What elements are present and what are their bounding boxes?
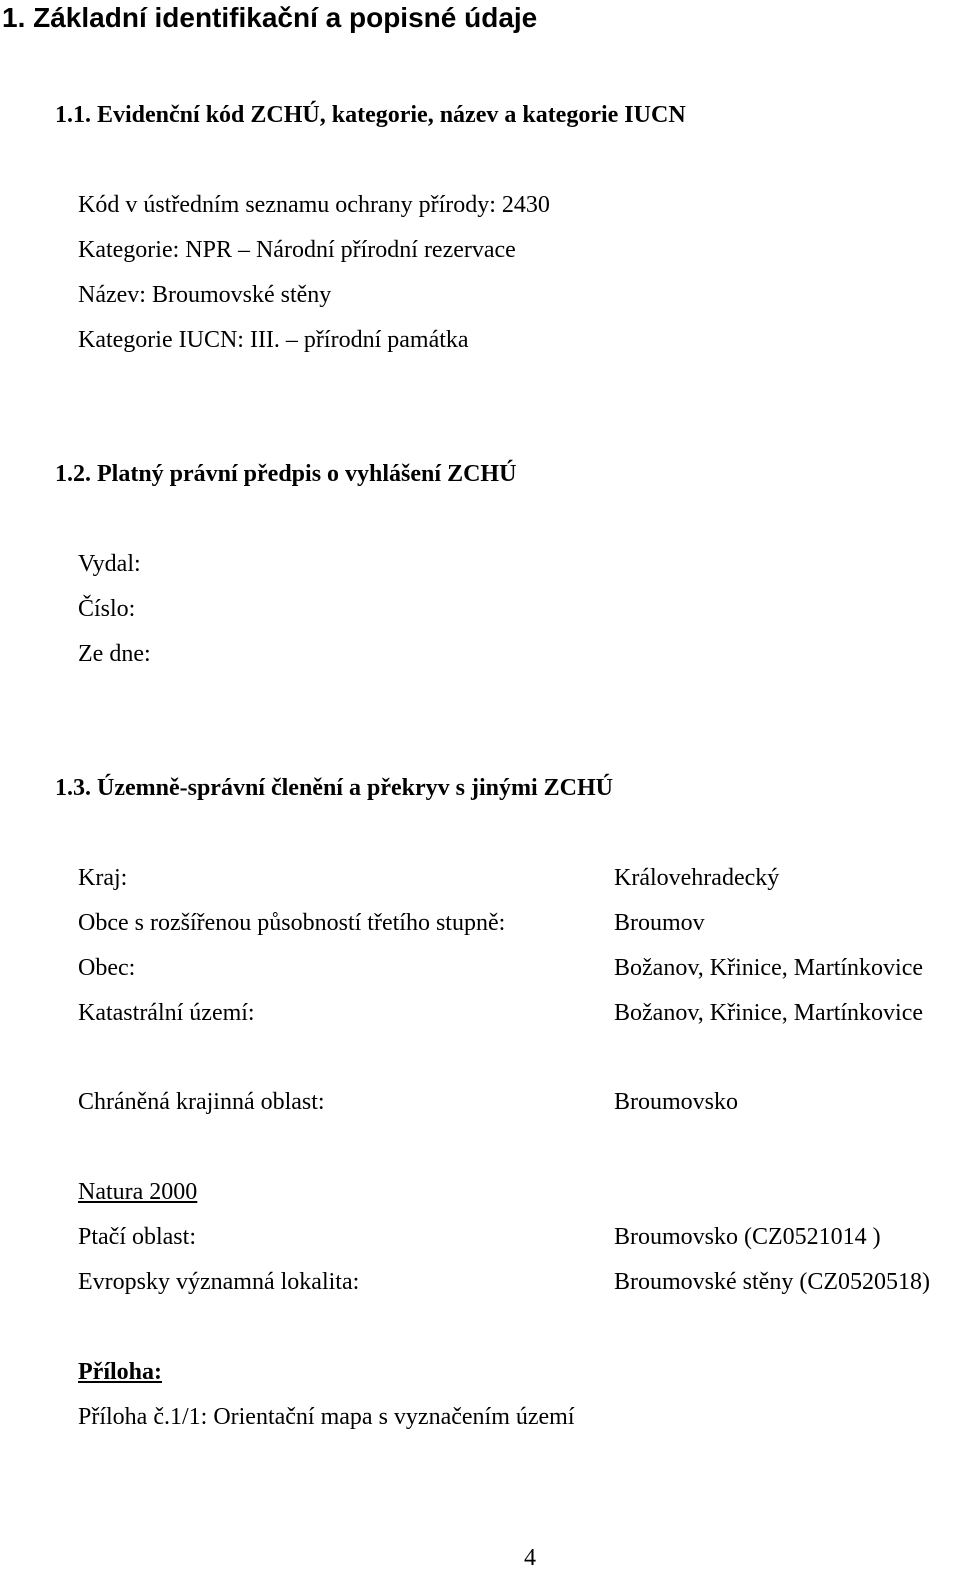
row-value: Broumov <box>614 910 705 936</box>
attachment-heading: Příloha: <box>78 1359 162 1385</box>
row-value: Královehradecký <box>614 865 780 891</box>
info-line: Kategorie: NPR – Národní přírodní rezervace <box>78 237 516 263</box>
subsection-heading-1-1: 1.1. Evidenční kód ZCHÚ, kategorie, název a kategorie IUCN <box>55 102 686 128</box>
row-label: Obec: <box>78 955 136 981</box>
row-label: Evropsky významná lokalita: <box>78 1269 360 1295</box>
row-label: Obce s rozšířenou působností třetího stupně: <box>78 910 506 936</box>
info-line: Číslo: <box>78 596 136 622</box>
row-value: Božanov, Křinice, Martínkovice <box>614 1000 924 1026</box>
section-title: 1. Základní identifikační a popisné údaje <box>2 2 538 33</box>
row-value: Broumovské stěny (CZ0520518) <box>614 1269 930 1295</box>
info-line: Vydal: <box>78 551 141 577</box>
natura-heading: Natura 2000 <box>78 1179 198 1205</box>
info-line: Název: Broumovské stěny <box>78 282 332 308</box>
chko-label: Chráněná krajinná oblast: <box>78 1089 325 1115</box>
info-line: Ze dne: <box>78 641 151 667</box>
info-line: Kategorie IUCN: III. – přírodní památka <box>78 327 469 353</box>
subsection-heading-1-2: 1.2. Platný právní předpis o vyhlášení ZCHÚ <box>55 461 517 487</box>
row-label: Katastrální území: <box>78 1000 255 1026</box>
row-label: Ptačí oblast: <box>78 1224 196 1250</box>
subsection-heading-1-3: 1.3. Územně-správní členění a překryv s jinými ZCHÚ <box>55 775 613 801</box>
page-number: 4 <box>524 1545 536 1571</box>
row-label: Kraj: <box>78 865 128 891</box>
chko-value: Broumovsko <box>614 1089 739 1115</box>
info-line: Kód v ústředním seznamu ochrany přírody: 2430 <box>78 192 550 218</box>
row-value: Božanov, Křinice, Martínkovice <box>614 955 924 981</box>
attachment-item: Příloha č.1/1: Orientační mapa s vyznačením území <box>78 1404 575 1430</box>
row-value: Broumovsko (CZ0521014 ) <box>614 1224 881 1250</box>
